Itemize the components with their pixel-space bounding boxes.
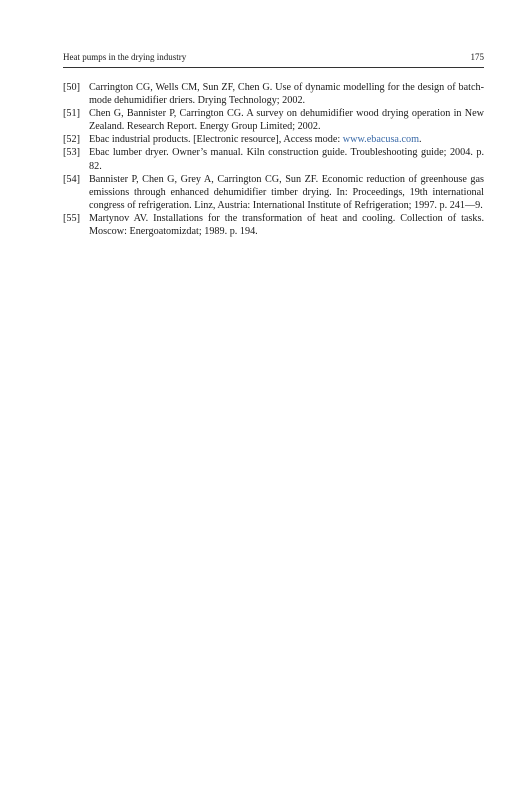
reference-item-53	[63, 146, 484, 172]
reference-link[interactable]: www.ebacusa.com	[342, 134, 420, 146]
reference-text: Chen G, Bannister P, Carrington CG. A survey on dehumidifier wood drying operation in New Zealand. Research Report. Energy Group Limited; 2002.	[89, 108, 484, 133]
reference-number: [50]	[63, 82, 80, 93]
reference-number: [55]	[63, 212, 80, 224]
running-header-title: Heat pumps in the drying industry	[63, 52, 187, 62]
reference-list	[63, 81, 484, 238]
reference-number: [54]	[63, 173, 80, 185]
reference-text: Ebac industrial products. [Electronic resource], Access mode:	[89, 134, 343, 146]
page-number: 175	[470, 52, 484, 62]
reference-text-end: .	[419, 134, 422, 146]
reference-item-52	[63, 133, 484, 146]
reference-number: [51]	[63, 108, 80, 120]
header-divider	[63, 67, 484, 68]
reference-item-51	[63, 107, 484, 133]
reference-text: Bannister P, Chen G, Grey A, Carrington CG, Sun ZF. Economic reduction of greenhouse gas emissions through enhanced dehumidifier timber drying. In: Proceedings, 19th international congress of refrigeration. Linz, Austria: International Institute of Refrigeration; 1997. p. 241—9.	[89, 173, 484, 211]
reference-text: Martynov AV. Installations for the transformation of heat and cooling. Collection of tasks. Moscow: Energoatomizdat; 1989. p. 194.	[89, 212, 484, 238]
reference-number: [53]	[63, 147, 80, 159]
reference-item-54	[63, 173, 484, 212]
running-header	[63, 50, 484, 64]
reference-number: [52]	[63, 134, 80, 146]
reference-text: Carrington CG, Wells CM, Sun ZF, Chen G. Use of dynamic modelling for the design of batch-mode dehumidifier driers. Drying Technology; 2002.	[89, 82, 484, 107]
reference-item-55	[63, 212, 484, 238]
reference-text: Ebac lumber dryer. Owner’s manual. Kiln construction guide. Troubleshooting guide; 2004. p. 82.	[89, 147, 484, 172]
reference-item-50	[63, 81, 484, 107]
